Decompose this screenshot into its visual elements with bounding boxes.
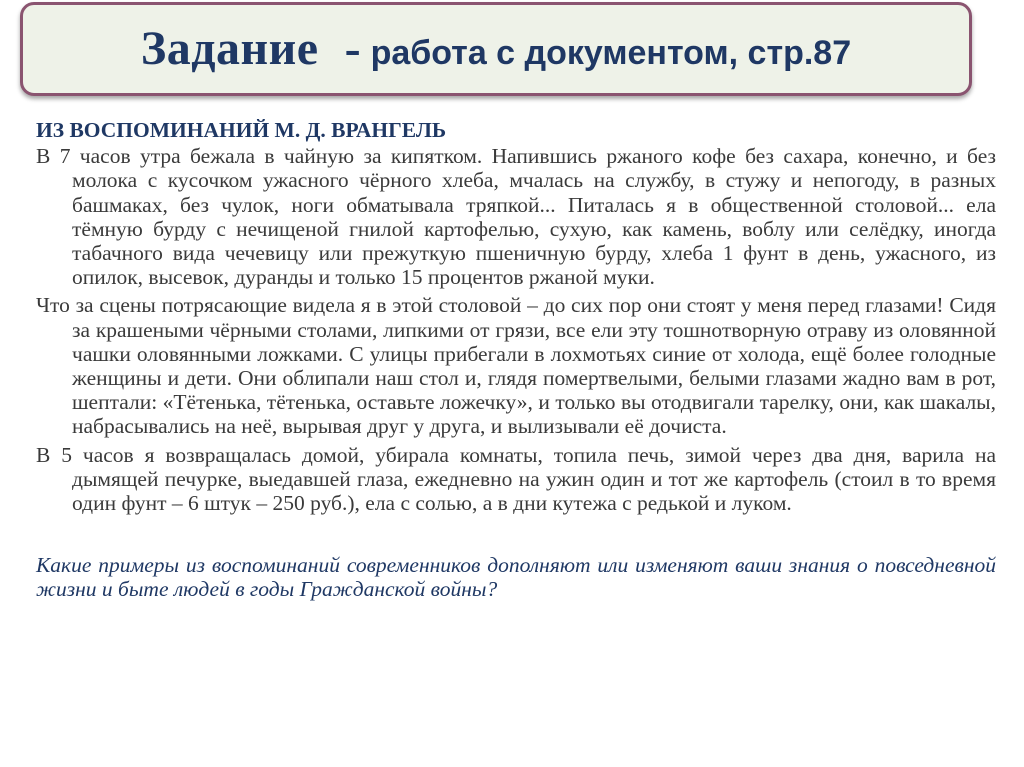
title-subtitle: работа с документом, стр.87	[370, 34, 852, 72]
document-paragraph-1: В 7 часов утра бежала в чайную за кипятком. Напившись ржаного кофе без сахара, конечно, и без молока с кусочком ужасного чёрного хлеба, мчалась на службу, в стужу и непогоду, в разных башмаках, без чулок, ноги обматывала тряпкой... Питалась я в общественной столовой... ела тёмную бурду с нечищеной гнилой картофелью, сухую, как камень, воблу или селёдку, иногда табачного вида чечевицу или прежуткую пшеничную бурду, хлеба 1 фунт в день, ужасного, из опилок, высевок, дуранды и только 15 процентов ржаной муки.	[36, 144, 996, 290]
title-main: Задание	[140, 22, 319, 75]
slide-title	[140, 22, 852, 75]
task-question: Какие примеры из воспоминаний современников дополняют или изменяют ваши знания о повседневной жизни и быте людей в годы Гражданской войны?	[36, 553, 996, 602]
title-dash: -	[344, 22, 361, 75]
title-box	[20, 2, 972, 96]
document-paragraph-3: В 5 часов я возвращалась домой, убирала комнаты, топила печь, зимой через два дня, варила на дымящей печурке, выедавшей глаза, ежедневно на ужин один и тот же картофель (стоил в то время один фунт – 6 штук – 250 руб.), ела с солью, а в дни кутежа с редькой и луком.	[36, 442, 996, 516]
document-paragraph-2: Что за сцены потрясающие видела я в этой столовой – до сих пор они стоят у меня перед глазами! Сидя за крашеными чёрными столами, липкими от грязи, все ели эту тошнотворную отраву из оловянной чашки оловянными ложками. С улицы прибегали в лохмотьях синие от холода, ещё более голодные женщины и дети. Они облипали наш стол и, глядя помертвелыми, белыми глазами жадно вам в рот, шептали: «Тётенька, тётенька, оставьте ложечку», и только вы отодвигали тарелку, они, как шакалы, набрасывались на неё, вырывая друг у друга, и вылизывали её дочиста.	[36, 293, 996, 439]
document-content	[36, 118, 996, 602]
document-heading: ИЗ ВОСПОМИНАНИЙ М. Д. ВРАНГЕЛЬ	[36, 118, 447, 142]
